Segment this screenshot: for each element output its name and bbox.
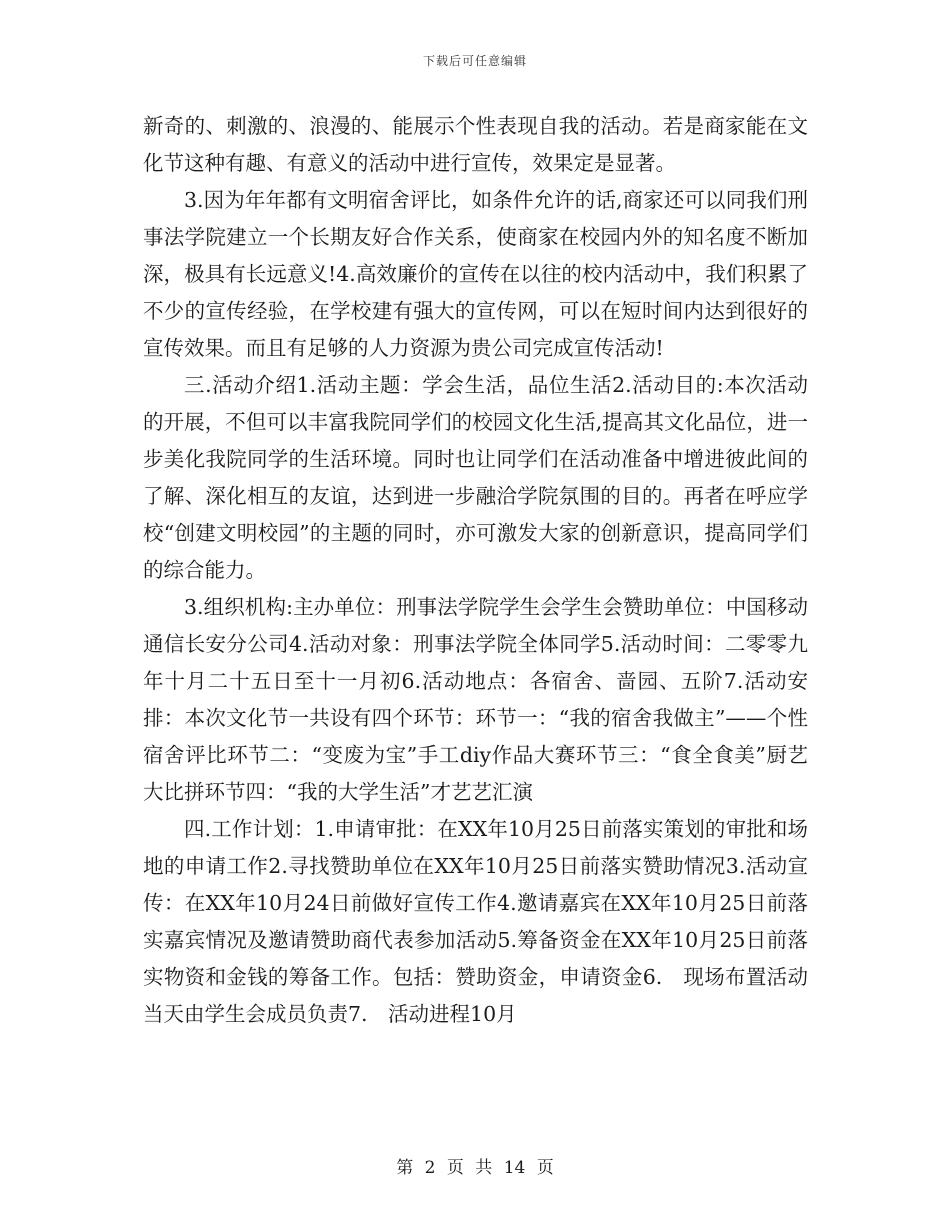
paragraph-1: 新奇的、刺激的、浪漫的、能展示个性表现自我的活动。若是商家能在文化节这种有趣、有意义的活动中进行宣传，效果定是显著。	[143, 114, 808, 175]
paragraph-4: 3.组织机构:主办单位：刑事法学院学生会学生会赞助单位：中国移动通信长安分公司4.活动对象：刑事法学院全体同学5.活动时间：二零零九年十月二十五日至十一月初6.活动地点：各宿舍、啬园、五阶7.活动安排：本次文化节一共设有四个环节：环节一：“我的宿舍我做主”——个性宿舍评比环节二：“变废为宝”手工diy作品大赛环节三：“食全食美”厨艺大比拼环节四：“我的大学生活”才艺艺汇演	[143, 595, 808, 804]
paragraph-5: 四.工作计划：1.申请审批：在XX年10月25日前落实策划的审批和场地的申请工作2.寻找赞助单位在XX年10月25日前落实赞助情况3.活动宣传：在XX年10月24日前做好宣传工作4.邀请嘉宾在XX年10月25日前落实嘉宾情况及邀请赞助商代表参加活动5.筹备资金在XX年10月25日前落实物资和金钱的筹备工作。包括：赞助资金，申请资金6. 现场布置活动当天由学生会成员负责7. 活动进程10月	[143, 817, 808, 1026]
page-header-note: 下载后可任意编辑	[422, 54, 527, 68]
paragraph-3: 三.活动介绍1.活动主题：学会生活，品位生活2.活动目的:本次活动的开展，不但可以丰富我院同学们的校园文化生活,提高其文化品位，进一步美化我院同学的生活环境。同时也让同学们在活动准备中增进彼此间的了解、深化相互的友谊，达到进一步融洽学院氛围的目的。再者在呼应学校“创建文明校园”的主题的同时，亦可激发大家的创新意识，提高同学们的综合能力。	[143, 373, 808, 582]
page-number-footer: 第 2 页 共 14 页	[396, 1158, 554, 1178]
document-body	[143, 108, 808, 1033]
paragraph-2: 3.因为年年都有文明宿舍评比，如条件允许的话,商家还可以同我们刑事法学院建立一个长期友好合作关系，使商家在校园内外的知名度不断加深，极具有长远意义!4.高效廉价的宣传在以往的校内活动中，我们积累了不少的宣传经验，在学校建有强大的宣传网，可以在短时间内达到很好的宣传效果。而且有足够的人力资源为贵公司完成宣传活动!	[143, 188, 808, 360]
